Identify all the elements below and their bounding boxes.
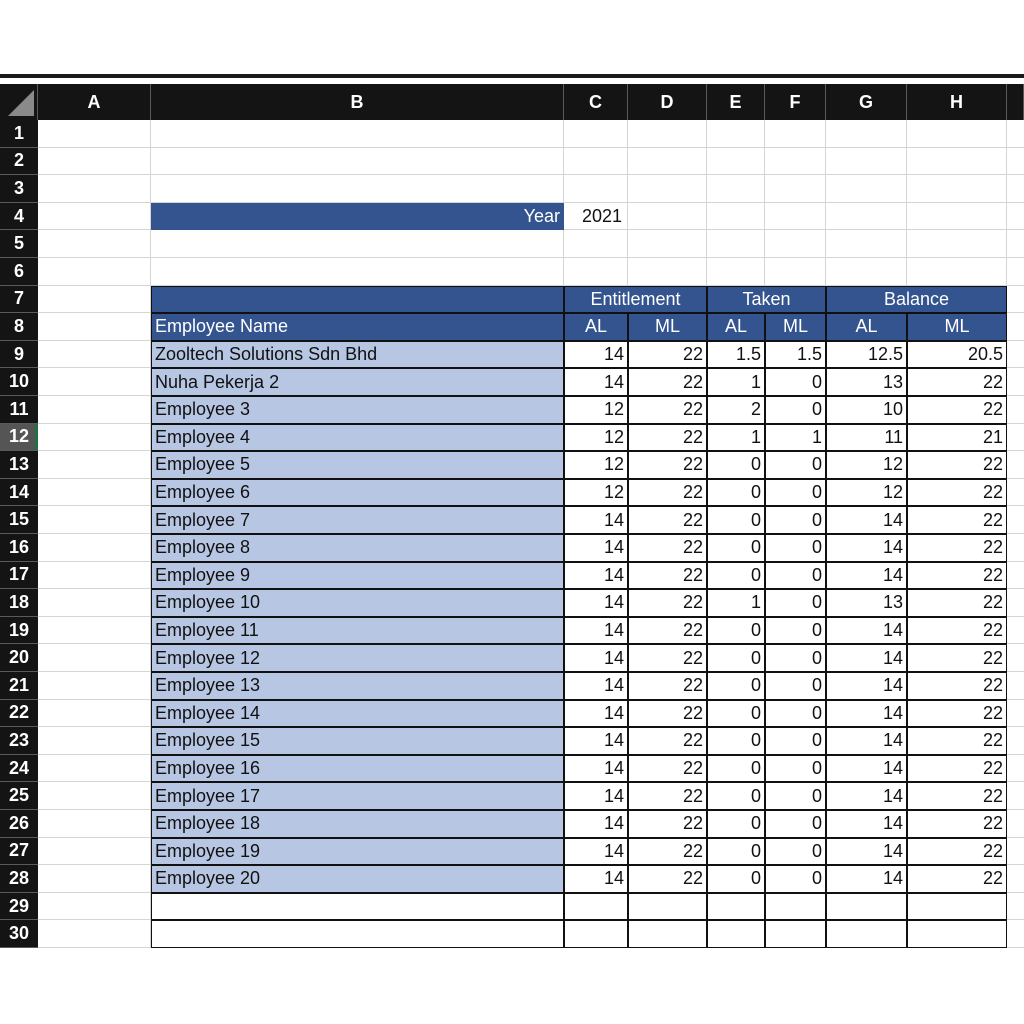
value-cell[interactable]: 22 <box>628 479 707 507</box>
value-cell[interactable]: 22 <box>907 506 1007 534</box>
employee-name-cell[interactable]: Employee 13 <box>151 672 564 700</box>
row-header-23[interactable]: 23 <box>0 727 38 755</box>
value-cell[interactable]: 12 <box>564 396 628 424</box>
value-cell[interactable]: 22 <box>907 479 1007 507</box>
value-cell[interactable]: 0 <box>765 451 826 479</box>
select-all-corner[interactable] <box>0 84 38 120</box>
employee-name-cell[interactable]: Employee 18 <box>151 810 564 838</box>
empty-table-cell[interactable] <box>826 920 907 948</box>
value-cell[interactable]: 14 <box>826 534 907 562</box>
row-header-12[interactable]: 12 <box>0 424 38 452</box>
value-cell[interactable]: 11 <box>826 424 907 452</box>
value-cell[interactable]: 0 <box>765 865 826 893</box>
employee-name-cell[interactable]: Nuha Pekerja 2 <box>151 368 564 396</box>
row-header-8[interactable]: 8 <box>0 313 38 341</box>
value-cell[interactable]: 0 <box>765 506 826 534</box>
value-cell[interactable]: 14 <box>826 617 907 645</box>
row-header-14[interactable]: 14 <box>0 479 38 507</box>
value-cell[interactable]: 0 <box>707 672 765 700</box>
row-header-11[interactable]: 11 <box>0 396 38 424</box>
empty-table-cell[interactable] <box>628 920 707 948</box>
value-cell[interactable]: 0 <box>765 810 826 838</box>
value-cell[interactable]: 0 <box>707 782 765 810</box>
value-cell[interactable]: 22 <box>907 755 1007 783</box>
employee-name-cell[interactable]: Employee 15 <box>151 727 564 755</box>
value-cell[interactable]: 22 <box>628 534 707 562</box>
employee-name-header[interactable]: Employee Name <box>151 313 564 341</box>
value-cell[interactable]: 0 <box>765 534 826 562</box>
value-cell[interactable]: 22 <box>907 368 1007 396</box>
value-cell[interactable]: 14 <box>564 506 628 534</box>
value-cell[interactable]: 0 <box>765 838 826 866</box>
row-header-4[interactable]: 4 <box>0 203 38 231</box>
value-cell[interactable]: 22 <box>907 617 1007 645</box>
sub-header-ml[interactable]: ML <box>765 313 826 341</box>
value-cell[interactable]: 14 <box>826 810 907 838</box>
value-cell[interactable]: 22 <box>907 451 1007 479</box>
value-cell[interactable]: 12 <box>564 451 628 479</box>
employee-name-cell[interactable]: Employee 6 <box>151 479 564 507</box>
column-header-a[interactable]: A <box>38 84 151 120</box>
value-cell[interactable]: 0 <box>765 700 826 728</box>
value-cell[interactable]: 1.5 <box>765 341 826 369</box>
value-cell[interactable]: 20.5 <box>907 341 1007 369</box>
value-cell[interactable]: 0 <box>765 368 826 396</box>
column-header-d[interactable]: D <box>628 84 707 120</box>
empty-table-cell[interactable] <box>907 920 1007 948</box>
column-header-b[interactable]: B <box>151 84 564 120</box>
column-header-e[interactable]: E <box>707 84 765 120</box>
year-value-cell[interactable]: 2021 <box>582 206 623 227</box>
value-cell[interactable]: 14 <box>826 838 907 866</box>
value-cell[interactable]: 0 <box>765 617 826 645</box>
value-cell[interactable]: 12 <box>826 479 907 507</box>
sub-header-ml[interactable]: ML <box>907 313 1007 341</box>
row-header-10[interactable]: 10 <box>0 368 38 396</box>
value-cell[interactable]: 22 <box>628 451 707 479</box>
value-cell[interactable]: 22 <box>628 810 707 838</box>
value-cell[interactable]: 22 <box>907 396 1007 424</box>
value-cell[interactable]: 22 <box>628 506 707 534</box>
value-cell[interactable]: 22 <box>907 865 1007 893</box>
group-header-entitlement[interactable]: Entitlement <box>564 286 707 314</box>
value-cell[interactable]: 12 <box>564 424 628 452</box>
row-header-9[interactable]: 9 <box>0 341 38 369</box>
value-cell[interactable]: 22 <box>907 534 1007 562</box>
value-cell[interactable]: 13 <box>826 368 907 396</box>
value-cell[interactable]: 14 <box>826 644 907 672</box>
empty-table-cell[interactable] <box>765 893 826 921</box>
value-cell[interactable]: 14 <box>564 562 628 590</box>
value-cell[interactable]: 22 <box>628 589 707 617</box>
empty-table-cell[interactable] <box>151 920 564 948</box>
value-cell[interactable]: 0 <box>765 396 826 424</box>
column-header-g[interactable]: G <box>826 84 907 120</box>
value-cell[interactable]: 21 <box>907 424 1007 452</box>
value-cell[interactable]: 1 <box>707 368 765 396</box>
value-cell[interactable]: 22 <box>907 810 1007 838</box>
value-cell[interactable]: 0 <box>765 479 826 507</box>
row-header-19[interactable]: 19 <box>0 617 38 645</box>
value-cell[interactable]: 22 <box>907 782 1007 810</box>
value-cell[interactable]: 1 <box>707 424 765 452</box>
empty-table-cell[interactable] <box>707 920 765 948</box>
value-cell[interactable]: 22 <box>628 838 707 866</box>
value-cell[interactable]: 22 <box>907 644 1007 672</box>
value-cell[interactable]: 14 <box>564 782 628 810</box>
value-cell[interactable]: 22 <box>628 562 707 590</box>
value-cell[interactable]: 22 <box>628 865 707 893</box>
value-cell[interactable]: 14 <box>564 672 628 700</box>
group-header-blank[interactable] <box>151 286 564 314</box>
row-header-24[interactable]: 24 <box>0 755 38 783</box>
value-cell[interactable]: 14 <box>826 755 907 783</box>
row-header-2[interactable]: 2 <box>0 148 38 176</box>
value-cell[interactable]: 14 <box>564 368 628 396</box>
value-cell[interactable]: 0 <box>765 644 826 672</box>
value-cell[interactable]: 0 <box>765 672 826 700</box>
gridline <box>38 174 1024 175</box>
value-cell[interactable]: 12 <box>826 451 907 479</box>
value-cell[interactable]: 22 <box>628 672 707 700</box>
year-label-cell[interactable]: Year <box>151 203 564 231</box>
row-header-3[interactable]: 3 <box>0 175 38 203</box>
employee-name-cell[interactable]: Employee 7 <box>151 506 564 534</box>
empty-table-cell[interactable] <box>564 893 628 921</box>
value-cell[interactable]: 22 <box>628 700 707 728</box>
value-cell[interactable]: 14 <box>826 865 907 893</box>
employee-name-cell[interactable]: Employee 3 <box>151 396 564 424</box>
value-cell[interactable]: 0 <box>707 617 765 645</box>
empty-table-cell[interactable] <box>707 893 765 921</box>
row-header-20[interactable]: 20 <box>0 644 38 672</box>
value-cell[interactable]: 14 <box>564 755 628 783</box>
value-cell[interactable]: 0 <box>707 700 765 728</box>
employee-name-cell[interactable]: Employee 16 <box>151 755 564 783</box>
value-cell[interactable]: 2 <box>707 396 765 424</box>
column-header-f[interactable]: F <box>765 84 826 120</box>
value-cell[interactable]: 22 <box>628 368 707 396</box>
value-cell[interactable]: 10 <box>826 396 907 424</box>
row-header-28[interactable]: 28 <box>0 865 38 893</box>
value-cell[interactable]: 14 <box>826 727 907 755</box>
row-header-7[interactable]: 7 <box>0 286 38 314</box>
value-cell[interactable]: 22 <box>907 700 1007 728</box>
gridline <box>38 257 1024 258</box>
toolbar-divider <box>0 74 1024 78</box>
employee-name-cell[interactable]: Employee 17 <box>151 782 564 810</box>
value-cell[interactable]: 1 <box>707 589 765 617</box>
row-header-17[interactable]: 17 <box>0 562 38 590</box>
employee-name-cell[interactable]: Employee 19 <box>151 838 564 866</box>
value-cell[interactable]: 22 <box>628 782 707 810</box>
sub-header-al[interactable]: AL <box>826 313 907 341</box>
row-header-16[interactable]: 16 <box>0 534 38 562</box>
value-cell[interactable]: 0 <box>707 451 765 479</box>
empty-table-cell[interactable] <box>628 893 707 921</box>
value-cell[interactable]: 0 <box>707 479 765 507</box>
group-header-balance[interactable]: Balance <box>826 286 1007 314</box>
value-cell[interactable]: 14 <box>826 506 907 534</box>
value-cell[interactable]: 22 <box>628 424 707 452</box>
value-cell[interactable]: 13 <box>826 589 907 617</box>
value-cell[interactable]: 0 <box>707 810 765 838</box>
row-header-6[interactable]: 6 <box>0 258 38 286</box>
value-cell[interactable]: 14 <box>564 341 628 369</box>
employee-name-cell[interactable]: Employee 20 <box>151 865 564 893</box>
value-cell[interactable]: 0 <box>765 562 826 590</box>
employee-name-cell[interactable]: Employee 14 <box>151 700 564 728</box>
employee-name-cell[interactable]: Zooltech Solutions Sdn Bhd <box>151 341 564 369</box>
value-cell[interactable]: 14 <box>564 700 628 728</box>
select-all-triangle-icon <box>0 84 38 120</box>
employee-name-cell[interactable]: Employee 4 <box>151 424 564 452</box>
empty-table-cell[interactable] <box>151 893 564 921</box>
value-cell[interactable]: 22 <box>628 727 707 755</box>
sub-header-ml[interactable]: ML <box>628 313 707 341</box>
value-cell[interactable]: 14 <box>564 644 628 672</box>
empty-table-cell[interactable] <box>826 893 907 921</box>
row-header-1[interactable]: 1 <box>0 120 38 148</box>
value-cell[interactable]: 14 <box>564 838 628 866</box>
value-cell[interactable]: 0 <box>707 534 765 562</box>
value-cell[interactable]: 0 <box>707 838 765 866</box>
employee-name-cell[interactable]: Employee 11 <box>151 617 564 645</box>
value-cell[interactable]: 0 <box>765 755 826 783</box>
value-cell[interactable]: 0 <box>707 865 765 893</box>
employee-name-cell[interactable]: Employee 10 <box>151 589 564 617</box>
value-cell[interactable]: 0 <box>765 727 826 755</box>
group-header-taken[interactable]: Taken <box>707 286 826 314</box>
value-cell[interactable]: 22 <box>628 755 707 783</box>
employee-name-cell[interactable]: Employee 5 <box>151 451 564 479</box>
value-cell[interactable]: 0 <box>765 782 826 810</box>
value-cell[interactable]: 12 <box>564 479 628 507</box>
row-header-15[interactable]: 15 <box>0 506 38 534</box>
value-cell[interactable]: 14 <box>826 782 907 810</box>
value-cell[interactable]: 1.5 <box>707 341 765 369</box>
row-header-21[interactable]: 21 <box>0 672 38 700</box>
value-cell[interactable]: 14 <box>826 700 907 728</box>
value-cell[interactable]: 22 <box>907 838 1007 866</box>
value-cell[interactable]: 0 <box>707 644 765 672</box>
value-cell[interactable]: 1 <box>765 424 826 452</box>
row-header-26[interactable]: 26 <box>0 810 38 838</box>
value-cell[interactable]: 14 <box>826 672 907 700</box>
employee-name-cell[interactable]: Employee 12 <box>151 644 564 672</box>
employee-name-cell[interactable]: Employee 8 <box>151 534 564 562</box>
value-cell[interactable]: 14 <box>564 865 628 893</box>
column-header-h[interactable]: H <box>907 84 1007 120</box>
value-cell[interactable]: 22 <box>628 396 707 424</box>
value-cell[interactable]: 14 <box>564 810 628 838</box>
value-cell[interactable]: 22 <box>907 589 1007 617</box>
value-cell[interactable]: 22 <box>907 727 1007 755</box>
value-cell[interactable]: 14 <box>826 562 907 590</box>
value-cell[interactable]: 22 <box>907 672 1007 700</box>
value-cell[interactable]: 14 <box>564 617 628 645</box>
empty-table-cell[interactable] <box>564 920 628 948</box>
gridline <box>38 147 1024 148</box>
value-cell[interactable]: 22 <box>628 341 707 369</box>
row-header-29[interactable]: 29 <box>0 893 38 921</box>
value-cell[interactable]: 22 <box>628 644 707 672</box>
value-cell[interactable]: 0 <box>707 506 765 534</box>
value-cell[interactable]: 22 <box>907 562 1007 590</box>
value-cell[interactable]: 0 <box>707 755 765 783</box>
value-cell[interactable]: 0 <box>707 562 765 590</box>
row-header-27[interactable]: 27 <box>0 838 38 866</box>
value-cell[interactable]: 12.5 <box>826 341 907 369</box>
row-header-30[interactable]: 30 <box>0 920 38 948</box>
row-header-5[interactable]: 5 <box>0 230 38 258</box>
column-header-c[interactable]: C <box>564 84 628 120</box>
empty-table-cell[interactable] <box>765 920 826 948</box>
value-cell[interactable]: 0 <box>765 589 826 617</box>
column-header-i[interactable] <box>1007 84 1024 120</box>
value-cell[interactable]: 14 <box>564 727 628 755</box>
value-cell[interactable]: 14 <box>564 589 628 617</box>
row-header-18[interactable]: 18 <box>0 589 38 617</box>
empty-table-cell[interactable] <box>907 893 1007 921</box>
sub-header-al[interactable]: AL <box>564 313 628 341</box>
employee-name-cell[interactable]: Employee 9 <box>151 562 564 590</box>
value-cell[interactable]: 0 <box>707 727 765 755</box>
value-cell[interactable]: 22 <box>628 617 707 645</box>
value-cell[interactable]: 14 <box>564 534 628 562</box>
sub-header-al[interactable]: AL <box>707 313 765 341</box>
row-header-22[interactable]: 22 <box>0 700 38 728</box>
row-header-13[interactable]: 13 <box>0 451 38 479</box>
row-header-25[interactable]: 25 <box>0 782 38 810</box>
